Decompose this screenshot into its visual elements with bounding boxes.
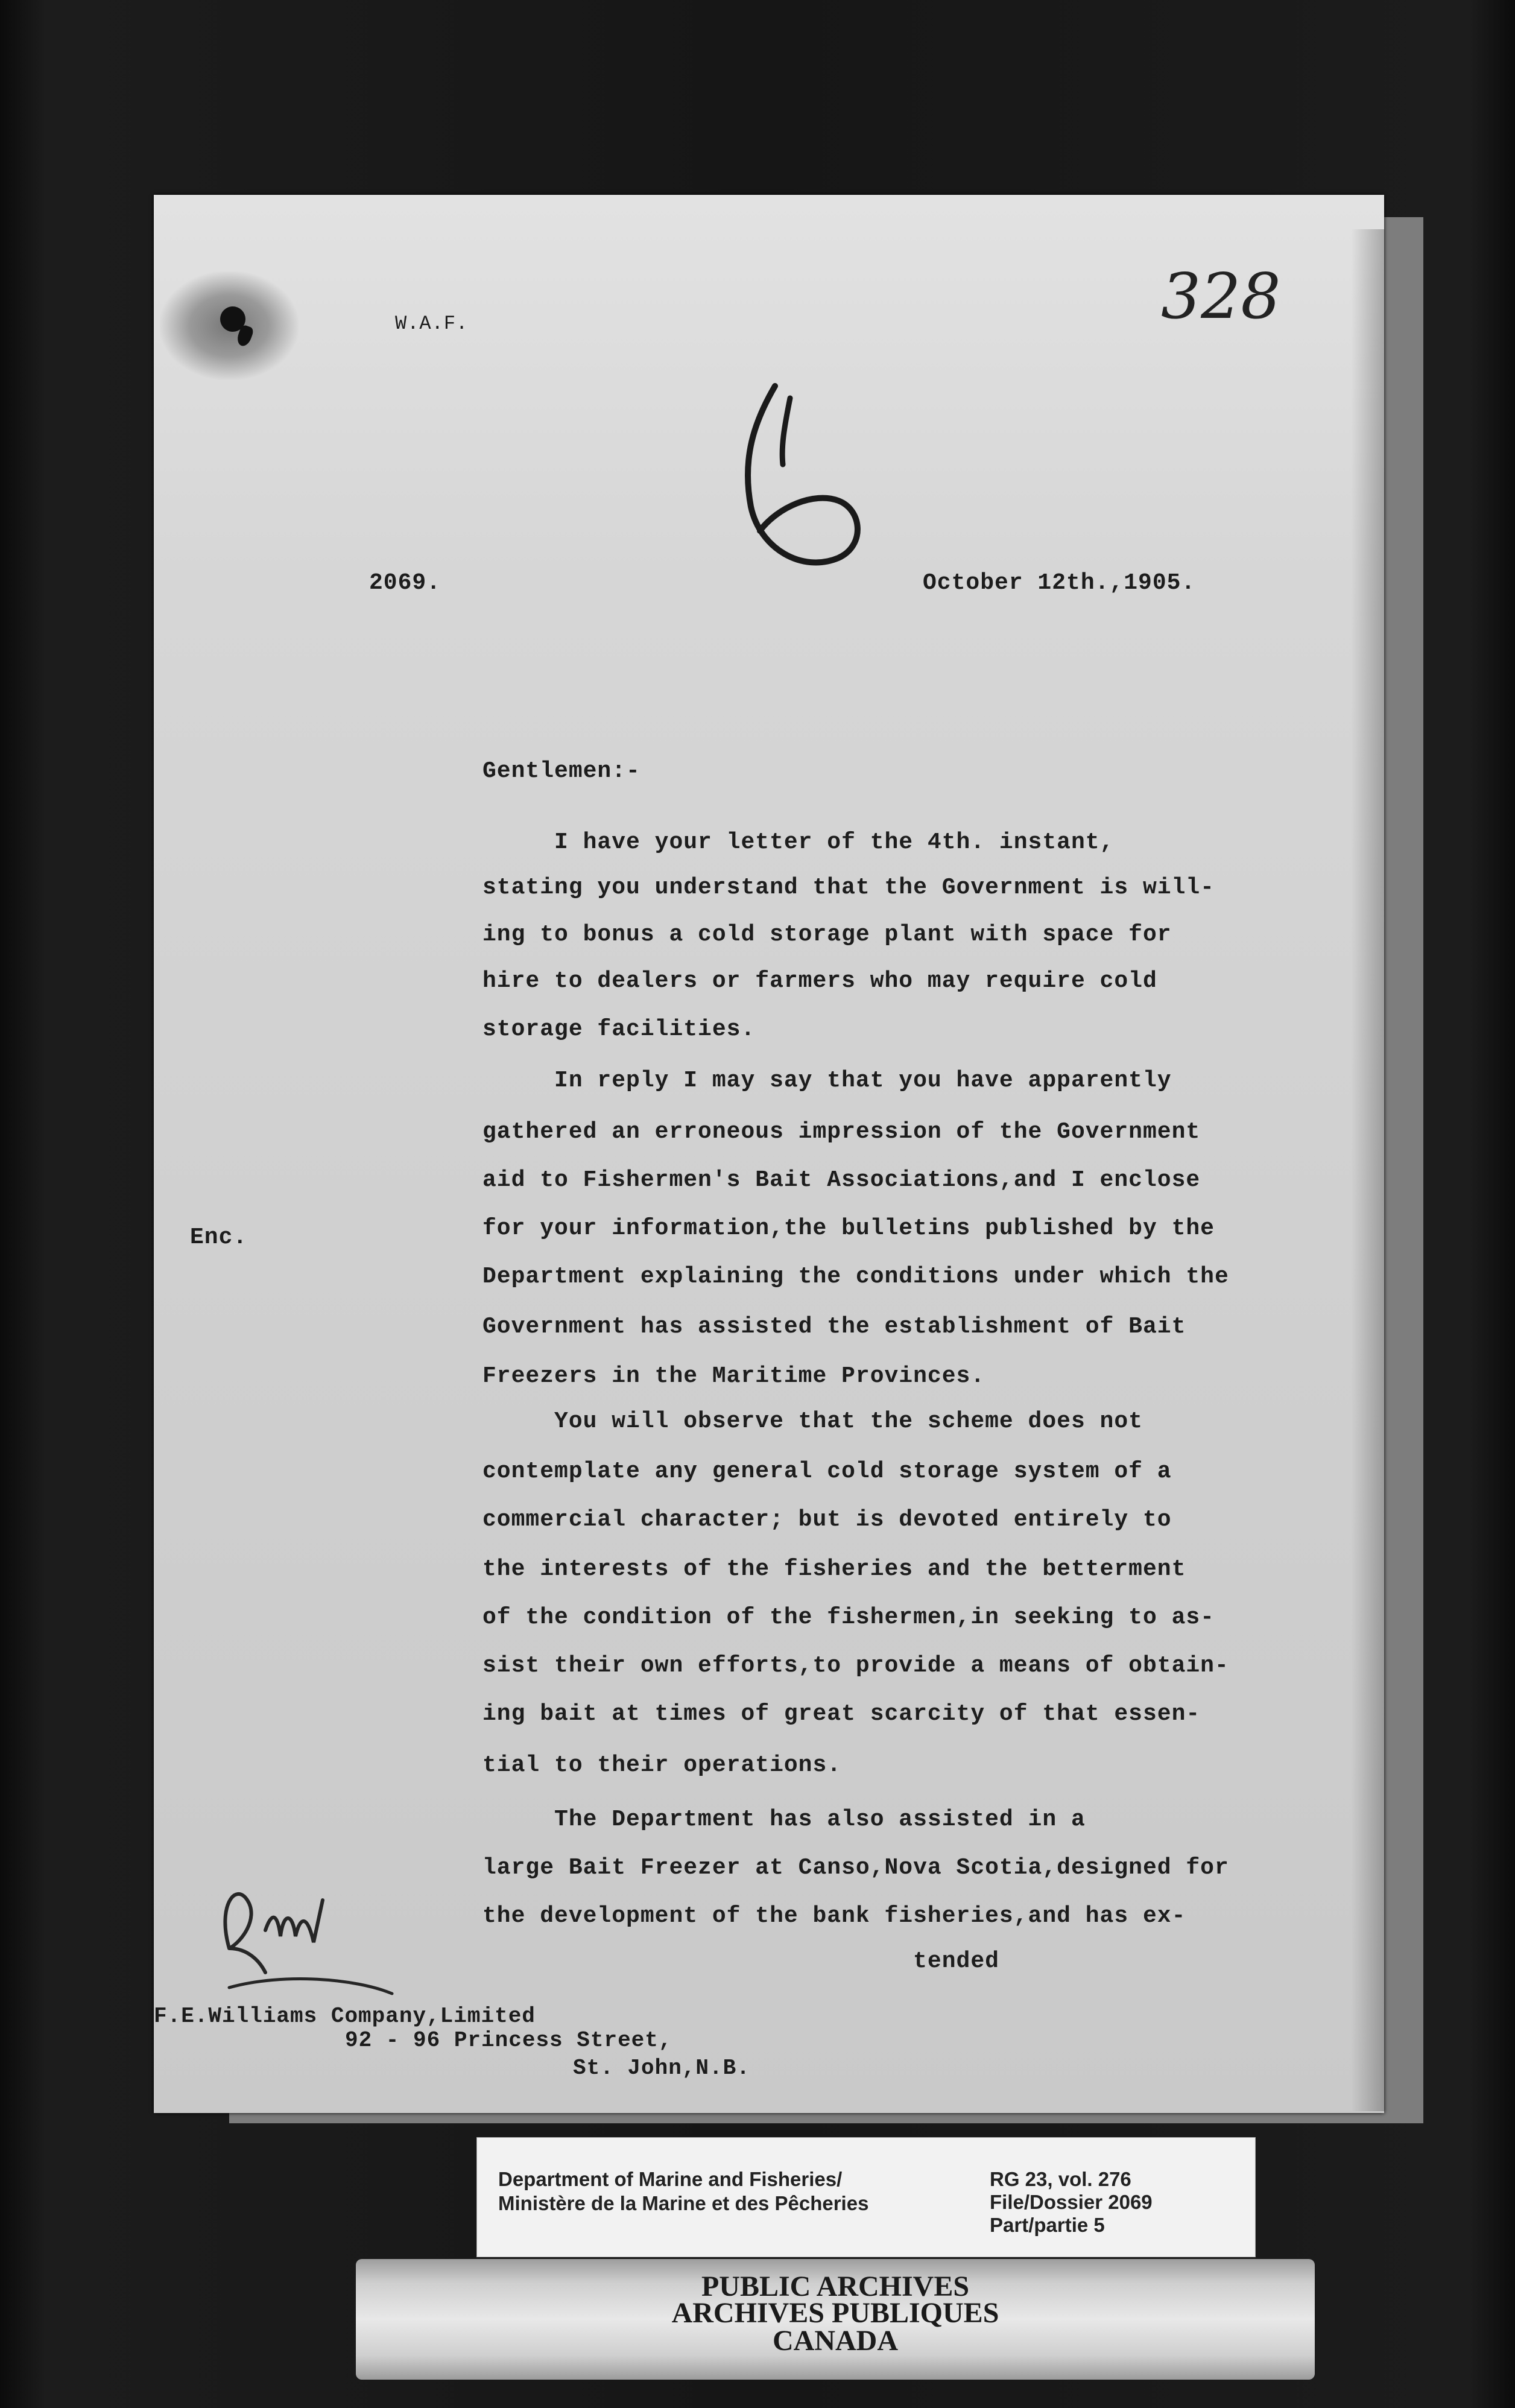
stamp-line-french: ARCHIVES PUBLIQUES — [671, 2297, 999, 2329]
body-line: tended — [482, 1948, 999, 1974]
body-line: hire to dealers or farmers who may require cold — [482, 968, 1157, 994]
addressee-street: 92 - 96 Princess Street, — [345, 2028, 672, 2053]
body-line: gathered an erroneous impression of the Government — [482, 1119, 1201, 1145]
stamp-line-english: PUBLIC ARCHIVES — [701, 2270, 970, 2302]
addressee-city: St. John,N.B. — [573, 2056, 750, 2080]
body-line: In reply I may say that you have apparently — [482, 1068, 1172, 1094]
part-partie: Part/partie 5 — [990, 2214, 1105, 2236]
salutation: Gentlemen:- — [482, 758, 640, 784]
page-edge-shadow — [1351, 229, 1384, 2111]
body-line: Department explaining the conditions under which the — [482, 1264, 1229, 1290]
body-line: ing to bonus a cold storage plant with space for — [482, 922, 1172, 948]
letter-date: October 12th.,1905. — [923, 570, 1196, 596]
body-line: Freezers in the Maritime Provinces. — [482, 1363, 985, 1389]
body-line: contemplate any general cold storage system of a — [482, 1459, 1172, 1484]
margin-note-enclosure: Enc. — [190, 1225, 248, 1250]
body-line: the development of the bank fisheries,and has ex- — [482, 1903, 1186, 1929]
addressee-company: F.E.Williams Company,Limited — [154, 2004, 536, 2029]
body-line: tial to their operations. — [482, 1752, 842, 1778]
body-line: I have your letter of the 4th. instant, — [482, 829, 1115, 855]
body-line: The Department has also assisted in a — [482, 1807, 1086, 1833]
body-line: sist their own efforts,to provide a means of obtain- — [482, 1653, 1229, 1679]
body-line: commercial character; but is devoted entirely to — [482, 1507, 1172, 1533]
file-dossier: File/Dossier 2069 — [990, 2191, 1153, 2213]
department-english: Department of Marine and Fisheries/ — [498, 2168, 843, 2190]
body-line: storage facilities. — [482, 1016, 756, 1042]
handwritten-folio-mark — [718, 374, 887, 603]
body-line: stating you understand that the Government is will- — [482, 875, 1215, 901]
archives-stamp — [356, 2259, 1315, 2380]
body-line: aid to Fishermen's Bait Associations,and I enclose — [482, 1167, 1201, 1193]
body-line: for your information,the bulletins published by the — [482, 1215, 1215, 1241]
typist-initials: W.A.F. — [395, 312, 469, 335]
file-number: 2069. — [369, 570, 441, 596]
department-french: Ministère de la Marine et des Pêcheries — [498, 2192, 869, 2214]
body-line: ing bait at times of great scarcity of that essen- — [482, 1701, 1201, 1727]
archive-reference-card — [476, 2137, 1256, 2257]
body-line: You will observe that the scheme does not — [482, 1408, 1143, 1434]
body-line: the interests of the fisheries and the betterment — [482, 1556, 1186, 1582]
signature-initials — [193, 1858, 422, 2009]
handwritten-page-number: 328 — [1161, 259, 1281, 333]
body-line: large Bait Freezer at Canso,Nova Scotia,designed for — [482, 1855, 1229, 1881]
body-line: Government has assisted the establishment of Bait — [482, 1314, 1186, 1340]
record-group: RG 23, vol. 276 — [990, 2168, 1131, 2190]
stamp-line-country: CANADA — [773, 2325, 898, 2357]
body-line: of the condition of the fishermen,in seeking to as- — [482, 1605, 1215, 1630]
